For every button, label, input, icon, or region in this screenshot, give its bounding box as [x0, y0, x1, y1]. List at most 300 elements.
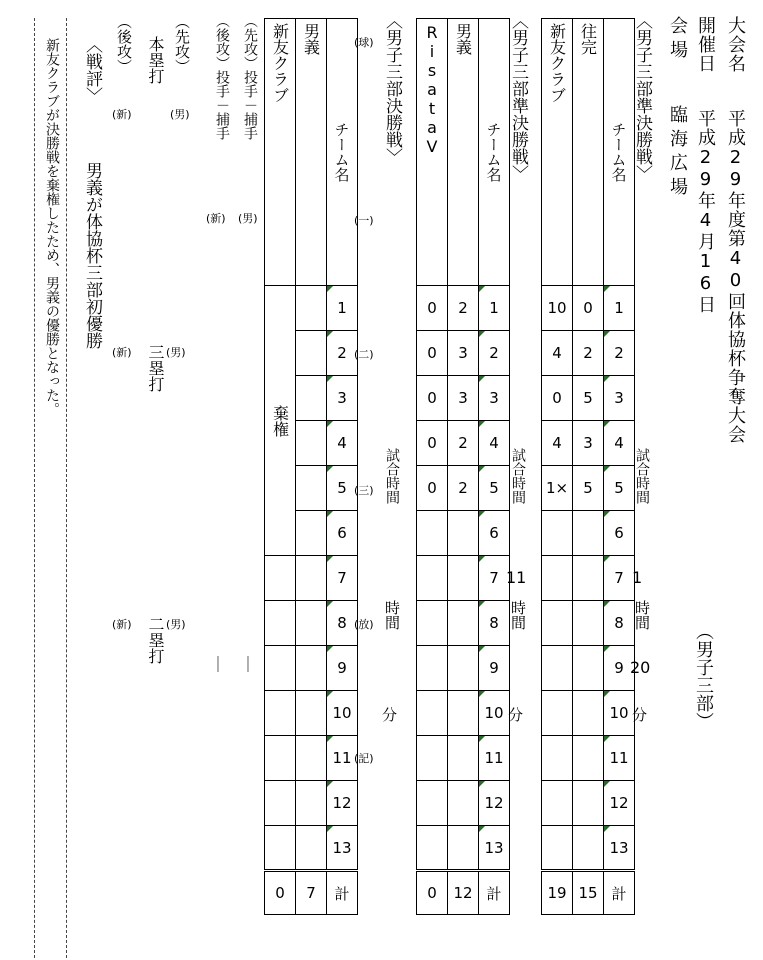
corner-mark-icon — [479, 781, 485, 787]
final-inning-number — [327, 646, 358, 691]
final-marker-2: (二) — [354, 348, 374, 361]
final-marker-5: (記) — [354, 752, 374, 765]
final-inning-number — [327, 331, 358, 376]
divider-left — [34, 18, 35, 958]
final-inning-number — [327, 421, 358, 466]
semi2-total-row — [417, 871, 510, 915]
final-score-cell — [265, 646, 296, 691]
final-score-cell — [265, 736, 296, 781]
header-line-1 — [722, 16, 748, 444]
final-forfeit-text: 棄権 — [270, 404, 290, 437]
final-time-hours-unit: 時間 — [383, 600, 401, 630]
final-inning-number — [327, 826, 358, 871]
corner-mark-icon — [604, 286, 610, 292]
final-score-cell — [265, 601, 296, 646]
semi2-score-cell — [448, 736, 479, 781]
semi2-inning-row — [417, 556, 510, 601]
semi1-inning-row — [542, 736, 635, 781]
semi2-inning-label: 1 — [489, 299, 499, 317]
semi2-score-cell — [417, 691, 448, 736]
final-total-row — [265, 871, 358, 915]
header-line-2 — [692, 16, 718, 314]
final-score-cell — [296, 826, 327, 871]
final-inning-row — [265, 691, 358, 736]
semi1-score-cell — [542, 781, 573, 826]
final-score-cell — [296, 331, 327, 376]
semi2-inning-number — [479, 331, 510, 376]
semi1-score-cell: 0 — [573, 286, 604, 331]
semi1-inning-number — [604, 691, 635, 736]
semi1-inning-row — [542, 376, 635, 421]
triple-label: 三塁打 — [146, 344, 165, 392]
corner-mark-icon — [327, 826, 333, 832]
semi1-score-cell — [573, 556, 604, 601]
final-inning-number — [327, 691, 358, 736]
semi2-inning-label: 4 — [489, 434, 499, 452]
semi2-score-cell — [448, 826, 479, 871]
battery-second-team: (新) — [206, 212, 226, 225]
semi1-inning-number — [604, 331, 635, 376]
divider-right — [66, 18, 67, 958]
semi2-total-label: 計 — [479, 871, 510, 915]
venue-label: 会場 — [667, 16, 688, 64]
semi1-inning-label: 10 — [609, 704, 629, 722]
hr-second-team: (新) — [112, 108, 132, 121]
corner-mark-icon — [327, 421, 333, 427]
final-inning-number — [327, 511, 358, 556]
semi2-inning-label: 5 — [489, 479, 499, 497]
final-score-cell — [265, 781, 296, 826]
semi1-score-cell: 0 — [542, 376, 573, 421]
final-marker-4: (放) — [354, 618, 374, 631]
semi1-score-cell — [542, 826, 573, 871]
semi2-inning-label: 13 — [484, 838, 504, 857]
semi2-inning-label: 7 — [489, 569, 499, 587]
final-inning-row — [265, 556, 358, 601]
semi2-inning-row — [417, 286, 510, 331]
final-inning-label: 6 — [337, 524, 347, 542]
semi2-score-cell: 2 — [448, 286, 479, 331]
corner-mark-icon — [479, 421, 485, 427]
semi1-score-cell: 5 — [573, 466, 604, 511]
semi2-score-cell — [417, 826, 448, 871]
final-inning-number — [327, 736, 358, 781]
corner-mark-icon — [327, 286, 333, 292]
semi1-scoreboard — [541, 18, 635, 915]
final-inning-number — [327, 781, 358, 826]
semi1-inning-number — [604, 376, 635, 421]
semi1-inning-number — [604, 421, 635, 466]
semi2-inning-label: 9 — [489, 659, 499, 677]
semi1-inning-label: 1 — [614, 299, 624, 317]
semi2-inning-number — [479, 556, 510, 601]
corner-mark-icon — [479, 376, 485, 382]
final-score-cell — [296, 601, 327, 646]
semi2-inning-number — [479, 646, 510, 691]
semi1-inning-number — [604, 646, 635, 691]
corner-mark-icon — [604, 466, 610, 472]
corner-mark-icon — [604, 556, 610, 562]
semi1-team-0 — [542, 19, 573, 286]
final-team-name-1: 男義 — [301, 23, 321, 55]
semi1-score-cell — [542, 511, 573, 556]
semi1-inning-row — [542, 826, 635, 871]
final-score-cell — [296, 646, 327, 691]
final-score-cell — [265, 826, 296, 871]
final-score-cell — [296, 421, 327, 466]
corner-mark-icon — [604, 781, 610, 787]
semi2-score-cell — [417, 781, 448, 826]
review-title: 〈戦評〉 — [82, 36, 102, 104]
final-score-cell — [296, 556, 327, 601]
corner-mark-icon — [327, 556, 333, 562]
semi1-score-cell — [542, 601, 573, 646]
corner-mark-icon — [327, 466, 333, 472]
semi2-team-header — [479, 19, 510, 286]
corner-mark-icon — [479, 556, 485, 562]
final-inning-label: 9 — [337, 659, 347, 677]
battery-first: （先攻）投手－捕手 — [242, 14, 258, 140]
final-team-header — [327, 19, 358, 286]
final-title: 〈男子三部決勝戦〉 — [382, 12, 402, 165]
semi1-inning-label: 12 — [609, 794, 629, 812]
semi2-score-cell: 2 — [448, 421, 479, 466]
semi2-inning-label: 12 — [484, 794, 504, 812]
semi2-inning-row — [417, 646, 510, 691]
corner-mark-icon — [327, 511, 333, 517]
corner-mark-icon — [479, 466, 485, 472]
final-inning-number — [327, 556, 358, 601]
corner-mark-icon — [604, 511, 610, 517]
date-label: 開催日 — [695, 16, 716, 73]
corner-mark-icon — [604, 646, 610, 652]
semi1-score-cell: 2 — [573, 331, 604, 376]
semi1-time-label: 試合時間 — [634, 448, 650, 504]
final-inning-number — [327, 376, 358, 421]
final-inning-label: 10 — [332, 704, 352, 722]
semi2-inning-row — [417, 601, 510, 646]
semi2-total-cell: 0 — [417, 871, 448, 915]
semi2-inning-row — [417, 826, 510, 871]
final-inning-label: 12 — [332, 794, 352, 812]
semi1-inning-row — [542, 691, 635, 736]
corner-mark-icon — [327, 691, 333, 697]
final-marker-3: (三) — [354, 484, 374, 497]
double-first-team: (男) — [166, 618, 186, 631]
final-team-name-0: 新友クラブ — [270, 23, 290, 103]
semi2-inning-row — [417, 331, 510, 376]
final-total-label: 計 — [327, 871, 358, 915]
semi1-score-cell: 4 — [542, 421, 573, 466]
semi2-scoreboard — [416, 18, 510, 915]
semi1-score-cell — [542, 691, 573, 736]
corner-mark-icon — [604, 826, 610, 832]
division-label: （男子三部） — [693, 622, 714, 730]
final-inning-label: 2 — [337, 344, 347, 362]
final-total-cell: 0 — [265, 871, 296, 915]
semi2-time-hours: 11 — [506, 568, 527, 587]
semi1-score-cell — [573, 511, 604, 556]
corner-mark-icon — [604, 376, 610, 382]
semi2-score-cell — [448, 601, 479, 646]
semi2-inning-number — [479, 826, 510, 871]
semi2-inning-number — [479, 286, 510, 331]
semi1-inning-number — [604, 286, 635, 331]
final-inning-label: 13 — [332, 838, 352, 857]
semi1-time-hours: 1 — [632, 568, 643, 587]
triple-second-team: (新) — [112, 346, 132, 359]
semi2-inning-row — [417, 421, 510, 466]
final-score-cell — [296, 736, 327, 781]
corner-mark-icon — [479, 736, 485, 742]
semi2-score-cell: 0 — [417, 286, 448, 331]
semi2-score-cell: 0 — [417, 466, 448, 511]
battery-first-marks: ｜ — [240, 655, 257, 674]
semi1-inning-row — [542, 646, 635, 691]
corner-mark-icon — [327, 646, 333, 652]
semi1-score-cell — [573, 736, 604, 781]
semi2-title: 〈男子三部準決勝戦〉 — [508, 12, 528, 182]
corner-mark-icon — [604, 421, 610, 427]
hr-second-label: （後攻） — [115, 14, 133, 74]
semi1-score-cell — [573, 646, 604, 691]
final-inning-row — [265, 601, 358, 646]
semi1-inning-row — [542, 511, 635, 556]
semi2-inning-row — [417, 736, 510, 781]
final-inning-row — [265, 646, 358, 691]
final-inning-row — [265, 781, 358, 826]
semi2-inning-row — [417, 511, 510, 556]
final-inning-number — [327, 466, 358, 511]
semi1-title: 〈男子三部準決勝戦〉 — [632, 12, 652, 182]
final-team-0 — [265, 19, 296, 286]
semi2-team-0 — [417, 19, 448, 286]
semi1-inning-label: 5 — [614, 479, 624, 497]
semi1-inning-number — [604, 736, 635, 781]
final-forfeit-cell — [265, 286, 296, 556]
review-body: 新友クラブが決勝戦を棄権したため、男義の優勝となった。 — [44, 38, 60, 416]
semi1-inning-label: 6 — [614, 524, 624, 542]
semi1-total-cell: 19 — [542, 871, 573, 915]
final-score-cell — [265, 556, 296, 601]
semi1-score-cell — [542, 646, 573, 691]
header-line-3 — [664, 16, 690, 201]
semi1-score-cell — [573, 781, 604, 826]
semi1-inning-number — [604, 466, 635, 511]
semi1-inning-number — [604, 826, 635, 871]
semi2-inning-label: 8 — [489, 614, 499, 632]
hr-first-team: (男) — [170, 108, 190, 121]
semi1-inning-row — [542, 556, 635, 601]
semi2-inning-label: 3 — [489, 389, 499, 407]
final-inning-number — [327, 286, 358, 331]
corner-mark-icon — [479, 646, 485, 652]
final-inning-label: 11 — [332, 749, 352, 767]
semi2-team-1 — [448, 19, 479, 286]
semi1-inning-label: 7 — [614, 569, 624, 587]
semi1-team-header — [604, 19, 635, 286]
corner-mark-icon — [604, 601, 610, 607]
semi1-score-cell: 4 — [542, 331, 573, 376]
final-inning-label: 3 — [337, 389, 347, 407]
double-label: 二塁打 — [146, 616, 165, 664]
semi1-total-row — [542, 871, 635, 915]
semi2-inning-number — [479, 466, 510, 511]
corner-mark-icon — [327, 376, 333, 382]
semi1-inning-label: 8 — [614, 614, 624, 632]
corner-mark-icon — [327, 331, 333, 337]
semi1-score-cell — [542, 556, 573, 601]
final-score-cell — [296, 691, 327, 736]
semi1-inning-row — [542, 421, 635, 466]
semi1-time-minutes: 20 — [630, 658, 651, 677]
semi1-score-cell — [573, 691, 604, 736]
semi2-time-label: 試合時間 — [510, 448, 526, 504]
final-inning-row — [265, 286, 358, 331]
semi2-team-header-text: チーム名 — [484, 122, 503, 182]
review-headline: 男義が体協杯三部初優勝 — [82, 162, 102, 349]
battery-second-marks: ｜ — [210, 655, 227, 674]
semi1-team-name-1: 往完 — [578, 23, 598, 55]
semi2-inning-number — [479, 376, 510, 421]
semi1-team-header-text: チーム名 — [609, 122, 628, 182]
semi2-score-cell — [448, 511, 479, 556]
semi1-time-minutes-unit: 分 — [632, 706, 648, 724]
semi1-total-label: 計 — [604, 871, 635, 915]
semi2-score-cell — [417, 646, 448, 691]
semi2-inning-label: 10 — [484, 704, 504, 722]
corner-mark-icon — [479, 286, 485, 292]
final-inning-label: 7 — [337, 569, 347, 587]
semi1-team-1 — [573, 19, 604, 286]
corner-mark-icon — [604, 331, 610, 337]
final-total-cell: 7 — [296, 871, 327, 915]
corner-mark-icon — [479, 691, 485, 697]
semi2-inning-row — [417, 466, 510, 511]
semi1-inning-label: 13 — [609, 838, 629, 857]
corner-mark-icon — [327, 736, 333, 742]
semi2-score-cell: 3 — [448, 331, 479, 376]
corner-mark-icon — [479, 601, 485, 607]
semi1-total-cell: 15 — [573, 871, 604, 915]
semi1-score-cell: 1× — [542, 466, 573, 511]
semi2-score-cell — [417, 511, 448, 556]
semi1-score-cell: 10 — [542, 286, 573, 331]
corner-mark-icon — [327, 781, 333, 787]
semi2-score-cell — [417, 556, 448, 601]
corner-mark-icon — [327, 601, 333, 607]
semi1-team-name-0: 新友クラブ — [547, 23, 567, 103]
semi2-inning-number — [479, 601, 510, 646]
semi2-score-cell — [448, 556, 479, 601]
final-inning-number — [327, 601, 358, 646]
semi2-time-minutes-unit: 分 — [508, 706, 524, 724]
semi2-score-cell: 3 — [448, 376, 479, 421]
final-score-cell — [296, 376, 327, 421]
final-inning-label: 8 — [337, 614, 347, 632]
semi2-inning-number — [479, 421, 510, 466]
final-time-minutes-unit: 分 — [382, 706, 398, 724]
final-score-cell — [296, 511, 327, 556]
semi2-inning-label: 11 — [484, 749, 504, 767]
final-inning-row — [265, 736, 358, 781]
battery-first-team: (男) — [238, 212, 258, 225]
semi2-score-cell: 0 — [417, 331, 448, 376]
semi1-inning-row — [542, 331, 635, 376]
final-team-1 — [296, 19, 327, 286]
semi2-inning-row — [417, 781, 510, 826]
semi1-inning-row — [542, 601, 635, 646]
final-inning-row — [265, 826, 358, 871]
semi2-score-cell — [448, 781, 479, 826]
semi1-score-cell — [542, 736, 573, 781]
semi2-score-cell — [448, 691, 479, 736]
semi2-inning-label: 6 — [489, 524, 499, 542]
corner-mark-icon — [479, 826, 485, 832]
semi2-score-cell — [448, 646, 479, 691]
semi2-inning-row — [417, 376, 510, 421]
semi1-inning-row — [542, 286, 635, 331]
corner-mark-icon — [479, 511, 485, 517]
semi1-inning-number — [604, 781, 635, 826]
corner-mark-icon — [604, 736, 610, 742]
semi1-score-cell: 3 — [573, 421, 604, 466]
venue-value: 臨海広場 — [667, 105, 688, 201]
semi1-inning-number — [604, 556, 635, 601]
final-scoreboard — [264, 18, 358, 915]
semi2-team-name-0: RisataV — [422, 23, 442, 156]
semi1-inning-number — [604, 511, 635, 556]
final-score-cell — [296, 286, 327, 331]
semi1-time-hours-unit: 時間 — [633, 600, 651, 630]
semi2-score-cell: 0 — [417, 376, 448, 421]
semi1-inning-row — [542, 466, 635, 511]
final-time-label: 試合時間 — [384, 448, 400, 504]
semi2-score-cell: 0 — [417, 421, 448, 466]
event-name-label: 大会名 — [725, 16, 746, 73]
semi1-inning-label: 4 — [614, 434, 624, 452]
semi1-score-cell — [573, 826, 604, 871]
triple-first-team: (男) — [166, 346, 186, 359]
date-value: 平成29年4月16日 — [695, 109, 716, 314]
final-marker-1: (一) — [354, 214, 374, 227]
home-run-label: 本塁打 — [146, 36, 165, 84]
final-team-header-text: チーム名 — [332, 122, 351, 182]
semi2-time-hours-unit: 時間 — [509, 600, 527, 630]
semi2-inning-number — [479, 736, 510, 781]
event-name: 平成29年度第40回体協杯争奪大会 — [725, 109, 746, 444]
semi2-inning-number — [479, 691, 510, 736]
hr-first-label: （先攻） — [173, 14, 191, 74]
semi2-inning-row — [417, 691, 510, 736]
semi2-score-cell — [417, 601, 448, 646]
battery-second: （後攻）投手－捕手 — [214, 14, 230, 140]
final-score-cell — [265, 691, 296, 736]
corner-mark-icon — [604, 691, 610, 697]
final-inning-label: 4 — [337, 434, 347, 452]
semi1-inning-label: 2 — [614, 344, 624, 362]
final-score-cell — [296, 781, 327, 826]
final-inning-label: 1 — [337, 299, 347, 317]
semi1-inning-label: 11 — [609, 749, 629, 767]
semi2-inning-label: 2 — [489, 344, 499, 362]
semi2-team-name-1: 男義 — [453, 23, 473, 55]
semi2-inning-number — [479, 511, 510, 556]
semi1-inning-label: 3 — [614, 389, 624, 407]
final-inning-label: 5 — [337, 479, 347, 497]
semi1-score-cell — [573, 601, 604, 646]
semi1-inning-row — [542, 781, 635, 826]
